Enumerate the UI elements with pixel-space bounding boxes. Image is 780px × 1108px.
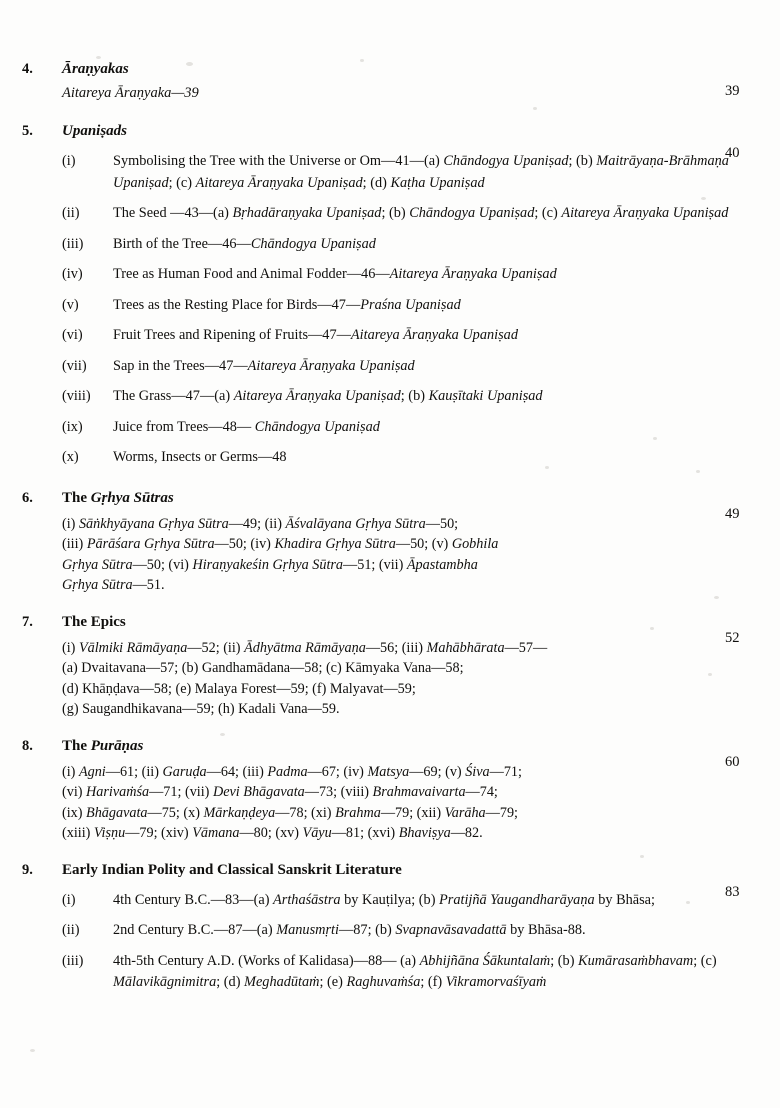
- toc-subitem-text: Symbolising the Tree with the Universe or Om—41—(a) Chāndogya Upaniṣad; (b) Maitrāyaṇa-Brāhmaṇa Upaniṣad; (c) Aitareya Āraṇyaka Upaniṣad; (d) Kaṭha Upaniṣad: [113, 153, 729, 191]
- detail-line: (g) Saugandhikavana—59; (h) Kadali Vana—59.: [62, 701, 340, 717]
- spacer: [0, 105, 780, 120]
- toc-subitem[interactable]: [62, 890, 754, 912]
- toc-entry-8-head: [0, 735, 780, 770]
- toc-entry-9[interactable]: [0, 859, 780, 994]
- toc-entry-8-detail: [62, 762, 720, 844]
- detail-line: (i) Vālmiki Rāmāyaṇa—52; (ii) Ādhyātma Rāmāyaṇa—56; (iii) Mahābhārata—57—: [62, 639, 548, 656]
- toc-subitem-marker: (vi): [62, 327, 83, 343]
- toc-entry-4-subline-text: Aitareya Āraṇyaka—39: [62, 85, 199, 101]
- spacer: [0, 844, 780, 859]
- detail-line: (d) Khāṇḍava—58; (e) Malaya Forest—59; (f) Malyavat—59;: [62, 680, 416, 697]
- toc-entry-5-page: 40: [725, 145, 740, 161]
- toc-subitem[interactable]: [62, 386, 754, 408]
- toc-entry-5-number: 5.: [22, 123, 33, 139]
- toc-entry-6-title[interactable]: [62, 487, 690, 509]
- toc-entry-5[interactable]: [0, 120, 780, 469]
- toc-subitem-marker: (iv): [62, 266, 83, 282]
- toc-entry-9-page: 83: [725, 883, 740, 900]
- toc-subitem-marker: (v): [62, 296, 79, 313]
- toc-subitem-text: The Grass—47—(a) Aitareya Āraṇyaka Upaniṣad; (b) Kauṣītaki Upaniṣad: [113, 388, 543, 404]
- toc-entry-8-page: 60: [725, 753, 740, 770]
- toc-entry-9-number: 9.: [22, 861, 33, 878]
- toc-entry-8-number: 8.: [22, 737, 33, 754]
- toc-subitem[interactable]: [62, 447, 754, 469]
- toc-subitem[interactable]: [62, 951, 754, 994]
- toc-entry-8-title-italic: Purāṇas: [90, 737, 144, 754]
- toc-subitem-marker: (ii): [62, 205, 80, 221]
- toc-entry-7-title[interactable]: The Epics: [62, 613, 126, 630]
- detail-line: (a) Dvaitavana—57; (b) Gandhamādana—58; (c) Kāmyaka Vana—58;: [62, 660, 464, 676]
- toc-subitem-text: The Seed —43—(a) Bṛhadāraṇyaka Upaniṣad; (b) Chāndogya Upaniṣad; (c) Aitareya Āraṇyaka Upaniṣad: [113, 205, 729, 221]
- toc-subitem-marker: (vii): [62, 357, 87, 374]
- toc-entry-8-title[interactable]: [62, 735, 690, 757]
- toc-entry-4-title[interactable]: Āraṇyakas: [62, 61, 129, 77]
- toc-subitem[interactable]: [62, 151, 754, 194]
- toc-entry-7-head: [0, 611, 780, 646]
- toc-entry-7-detail: [62, 638, 720, 720]
- detail-line: (i) Agni—61; (ii) Garuḍa—64; (iii) Padma—67; (iv) Matsya—69; (v) Śiva—71;: [62, 763, 522, 780]
- toc-entry-4[interactable]: [0, 58, 780, 105]
- toc-entry-7-page: 52: [725, 629, 740, 646]
- toc-subitem[interactable]: [62, 920, 754, 942]
- toc-subitem-marker: (i): [62, 153, 76, 169]
- spacer: [0, 720, 780, 735]
- toc-subitem-text: Sap in the Trees—47—Aitareya Āraṇyaka Upaniṣad: [113, 357, 415, 374]
- toc-entry-7-number: 7.: [22, 613, 33, 630]
- toc-subitem-text: Tree as Human Food and Animal Fodder—46—Aitareya Āraṇyaka Upaniṣad: [113, 266, 557, 282]
- detail-line: (vi) Harivaṁśa—71; (vii) Devi Bhāgavata—73; (viii) Brahmavaivarta—74;: [62, 784, 498, 800]
- toc-subitem-text: 2nd Century B.C.—87—(a) Manusmṛti—87; (b) Svapnavāsavadattā by Bhāsa-88.: [113, 922, 586, 938]
- toc-entry-8-title-roman: The: [62, 737, 91, 754]
- detail-line: (i) Sāṅkhyāyana Gṛhya Sūtra—49; (ii) Āśvalāyana Gṛhya Sūtra—50;: [62, 515, 459, 532]
- toc-subitem-marker: (i): [62, 891, 76, 908]
- detail-line: Gṛhya Sūtra—51.: [62, 577, 165, 593]
- toc-subitem-text: 4th Century B.C.—83—(a) Arthaśāstra by Kauṭilya; (b) Pratijñā Yaugandharāyaṇa by Bhāsa;: [113, 891, 655, 908]
- toc-entry-5-title[interactable]: Upaniṣads: [62, 123, 128, 139]
- toc-entry-6-detail: [62, 514, 720, 596]
- detail-line: (xiii) Viṣṇu—79; (xiv) Vāmana—80; (xv) Vāyu—81; (xvi) Bhaviṣya—82.: [62, 825, 483, 841]
- toc-subitem[interactable]: [62, 295, 754, 317]
- toc-entry-8[interactable]: [0, 735, 780, 844]
- toc-subitem-marker: (iii): [62, 952, 84, 969]
- toc-subitem[interactable]: [62, 356, 754, 378]
- toc-subitem-marker: (ix): [62, 418, 83, 435]
- toc-subitem-marker: (ii): [62, 922, 80, 938]
- toc-subitem-text: Worms, Insects or Germs—48: [113, 449, 287, 465]
- toc-subitem-text: Juice from Trees—48— Chāndogya Upaniṣad: [113, 418, 380, 435]
- toc-subitem-marker: (iii): [62, 235, 84, 252]
- toc-entry-6-head: [0, 487, 780, 522]
- toc-entry-9-title[interactable]: Early Indian Polity and Classical Sanskrit Literature: [62, 861, 402, 878]
- toc-entry-5-head: [0, 120, 780, 161]
- toc-entry-7[interactable]: [0, 611, 780, 720]
- toc-entry-4-page: 39: [725, 83, 740, 99]
- toc-entry-6[interactable]: [0, 487, 780, 596]
- toc-subitem[interactable]: [62, 325, 754, 347]
- detail-line: (iii) Pārāśara Gṛhya Sūtra—50; (iv) Khadira Gṛhya Sūtra—50; (v) Gobhila: [62, 536, 499, 552]
- table-of-contents: [0, 58, 780, 994]
- toc-entry-6-page: 49: [725, 505, 740, 522]
- toc-subitem-text: Fruit Trees and Ripening of Fruits—47—Aitareya Āraṇyaka Upaniṣad: [113, 327, 518, 343]
- detail-line: Gṛhya Sūtra—50; (vi) Hiraṇyakeśin Gṛhya Sūtra—51; (vii) Āpastambha: [62, 556, 478, 573]
- toc-entry-6-number: 6.: [22, 489, 33, 506]
- toc-subitem-text: 4th-5th Century A.D. (Works of Kalidasa)—88— (a) Abhijñāna Śākuntalaṁ; (b) Kumārasaṁbhavam; (c) Mālavikāgnimitra; (d) Meghadūtaṁ; (e) Raghuvaṁśa; (f) Vikramorvaśīyaṁ: [113, 952, 717, 990]
- toc-subitem[interactable]: [62, 264, 754, 286]
- toc-entry-6-title-italic: Gṛhya Sūtras: [90, 489, 174, 506]
- toc-subitem-marker: (viii): [62, 388, 91, 404]
- spacer: [0, 469, 780, 487]
- spacer: [0, 596, 780, 611]
- toc-entry-4-subline: [62, 80, 690, 105]
- toc-entry-6-title-roman: The: [62, 489, 91, 506]
- toc-subitem[interactable]: [62, 234, 754, 256]
- toc-subitem[interactable]: [62, 417, 754, 439]
- toc-subitem-text: Birth of the Tree—46—Chāndogya Upaniṣad: [113, 235, 376, 252]
- toc-subitem-marker: (x): [62, 449, 79, 465]
- toc-subitem[interactable]: [62, 203, 754, 225]
- scan-speckle: [30, 1049, 35, 1052]
- toc-entry-4-number: 4.: [22, 61, 33, 77]
- toc-subitem-text: Trees as the Resting Place for Birds—47—Praśna Upaniṣad: [113, 296, 461, 313]
- detail-line: (ix) Bhāgavata—75; (x) Mārkaṇḍeya—78; (xi) Brahma—79; (xii) Varāha—79;: [62, 804, 518, 821]
